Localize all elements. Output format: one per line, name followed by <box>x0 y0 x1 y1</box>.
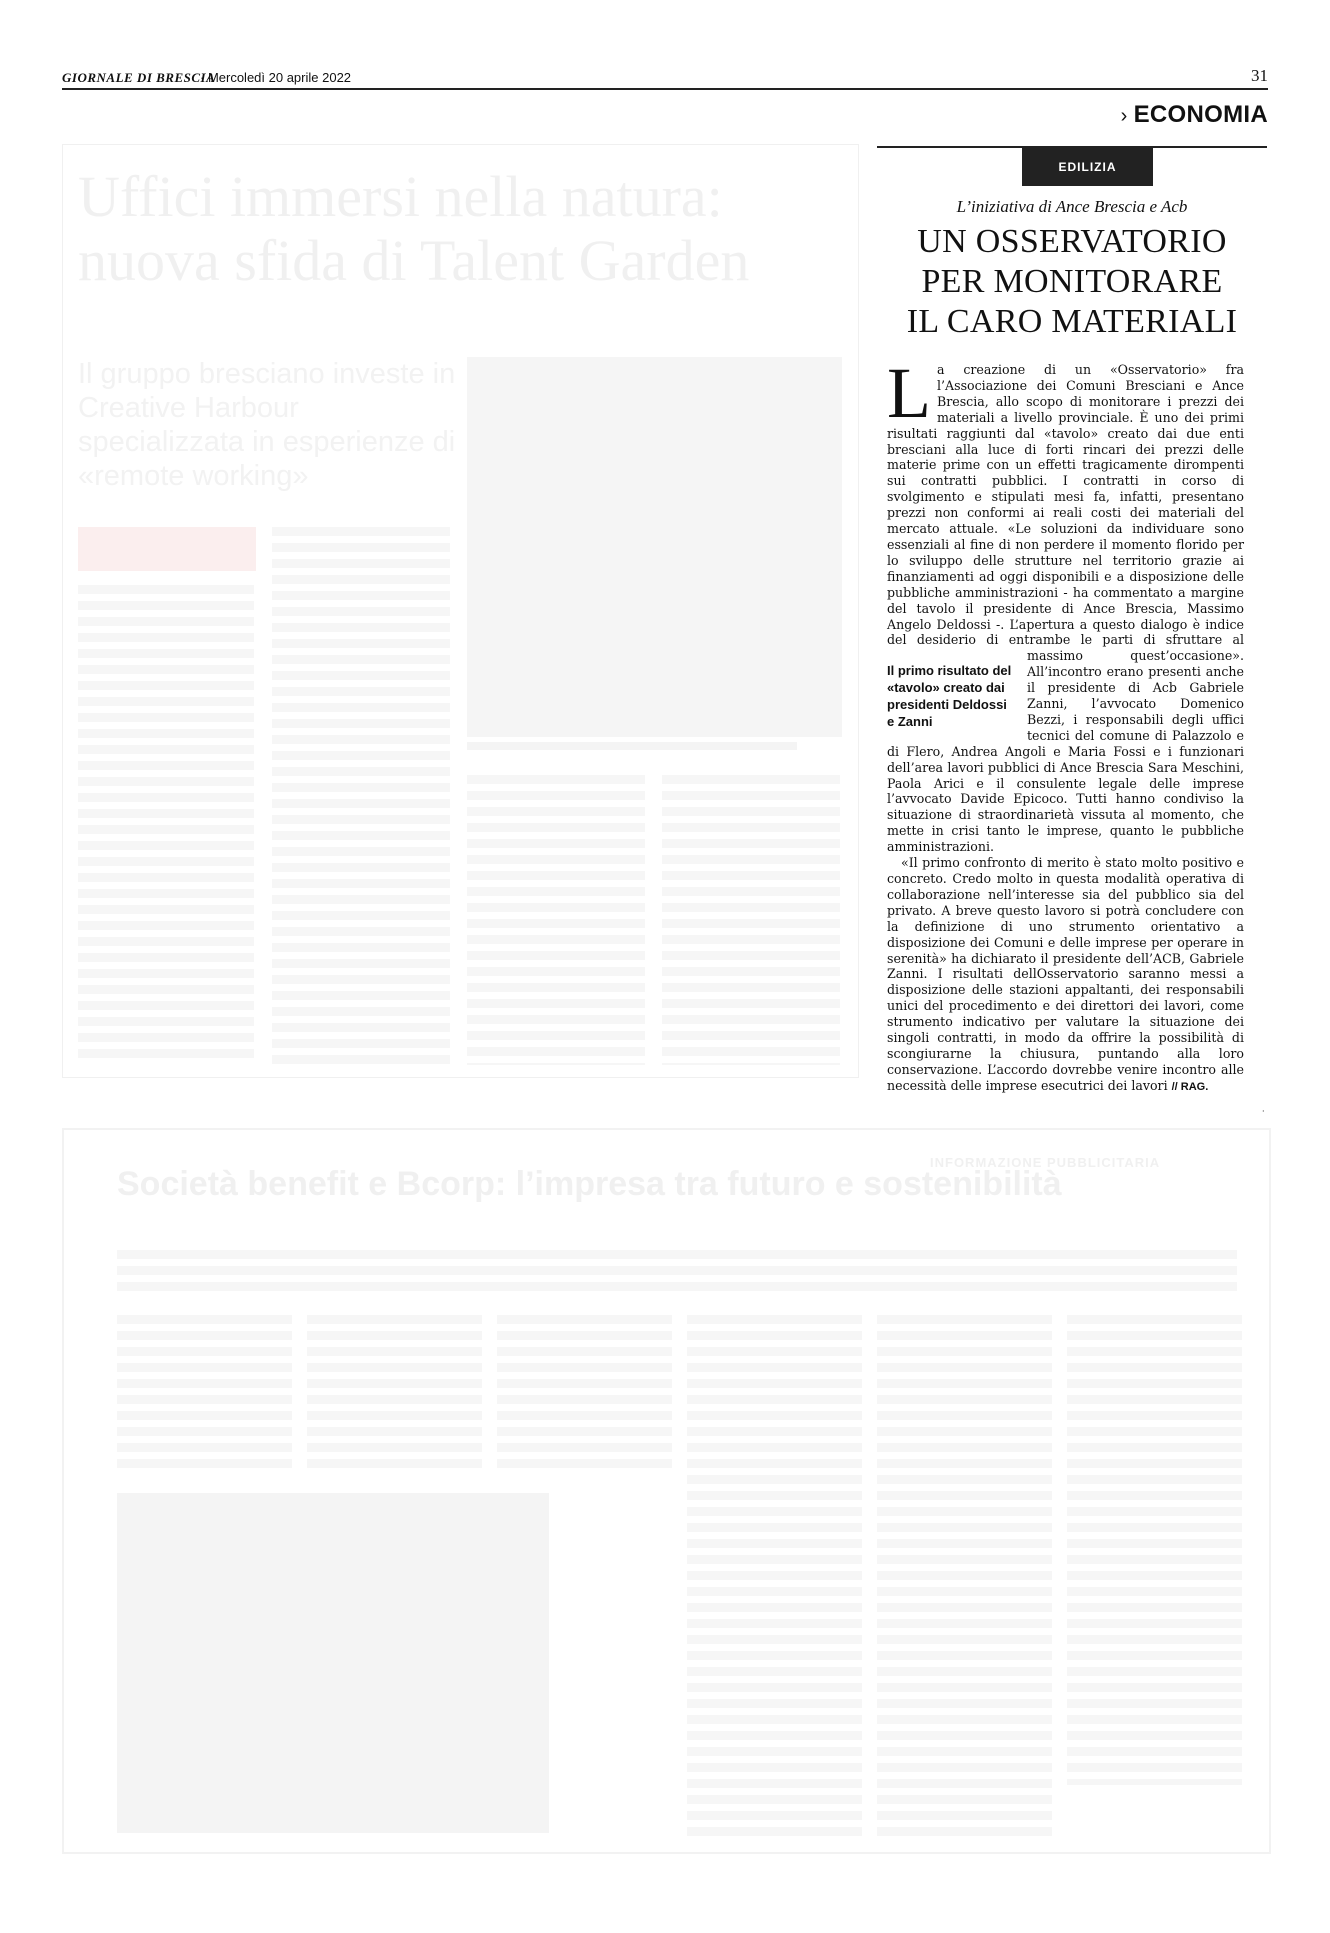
side-pull-note: Il primo risultato del «tavolo» creato dai presidenti Deldossi e Zanni <box>887 663 1012 730</box>
drop-cap: L <box>887 353 931 433</box>
headline-line: UN OSSERVATORIO <box>917 223 1227 260</box>
advert-title: Società benefit e Bcorp: l’impresa tra futuro e sostenibilità <box>117 1165 1062 1203</box>
section-label <box>1121 101 1268 129</box>
advert-lead <box>117 1250 1237 1292</box>
advert-text-column <box>877 1315 1052 1840</box>
article-kicker: EDILIZIA <box>1022 148 1153 186</box>
faded-text-column <box>272 527 450 1067</box>
advert-text-column <box>307 1315 482 1475</box>
faded-text-column <box>78 585 254 1065</box>
faded-article-badge <box>78 527 256 571</box>
article-paragraph: a creazione di un «Osservatorio» fra l’Associazione dei Comuni Bresciani e Ance Brescia, allo scopo di monitorare i prezzi dei materiali a livello provinciale. È uno dei primi risultati raggiunti dal «tavolo» creato dai due enti bresciani alla luce di forti rincari dei prezzi delle materie prime con un effetti tragicamente dirompenti sui contratti pubblici. I contratti in corso di svolgimento e stipulati mesi fa, infatti, presentano prezzi non conformi ai reali costi dei materiali del mercato attuale. «Le soluzioni da individuare sono essenziali al fine di non perdere il momento florido per lo sviluppo delle strutture nel territorio grazie ai finanziamenti ad oggi disponibili e a disposizione delle pubbliche amministrazioni - ha commentato a margine del tavolo il presidente di Ance Brescia, Massimo Angelo Deldossi -. L’apertura a questo dialogo è indice del desiderio di entrambe le parti di Il primo risultato del «tavolo» creato dai presidenti Deldossi e Zanni sfruttare al massimo quest’occasione». All’incontro erano presenti anche il presidente di Acb Gabriele Zanni, l’avvocato Domenico Bezzi, i responsabili degli uffici tecnici del comune di Palazzolo e di Flero, Andrea Angoli e Maria Fossi e i funzionari dell’area lavori pubblici di Ance Brescia Sara Meschini, Paola Arici e il consulente legale delle imprese l’avvocato Davide Epicoco. Tutti hanno condiviso la situazione di straordinarietà vissuta al momento, che mette in crisi tanto le imprese, quanto le pubbliche amministrazioni. <box>887 362 1244 855</box>
end-mark: · <box>1262 1107 1265 1116</box>
issue-date: · Mercoledì 20 aprile 2022 <box>200 70 352 85</box>
faded-text-column <box>662 775 840 1065</box>
article-headline <box>877 222 1267 342</box>
article-paragraph-2 <box>887 855 1244 1096</box>
faded-article-subtitle: Il gruppo bresciano investe in Creative Harbour specializzata in esperienze di «remote working» <box>78 358 456 492</box>
chevron-right-icon: › <box>1120 105 1128 127</box>
advert-text-column <box>687 1315 862 1840</box>
author-signature: // RAG. <box>1171 1080 1209 1093</box>
headline-line: IL CARO MATERIALI <box>906 303 1238 340</box>
faded-article-title: Uffici immersi nella natura: nuova sfida di Talent Garden <box>78 164 750 293</box>
article-paragraph: «Il primo confronto di merito è stato molto positivo e concreto. Credo molto in questa modalità operativa di collaborazione nell’interesse sia del pubblico sia del privato. A breve questo lavoro si potrà concludere con la definizione di uno strumento orientativo a disposizione dei Comuni e delle imprese per operare in serenità» ha dichiarato il presidente dell’ACB, Gabriele Zanni. I risultati dellOsservatorio saranno messi a disposizione delle stazioni appaltanti, dei responsabili unici del procedimento e dei direttori dei lavori, come strumento indicativo per valutare la situazione dei singoli contratti, in modo da offrire la possibilità di scongiurarne la chiusura, puntando alla loro conservazione. L’accordo dovrebbe venire incontro alle necessità delle imprese esecutrici dei lavori <box>887 855 1244 1093</box>
article-body <box>887 353 1244 1096</box>
faded-text-column <box>467 775 645 1065</box>
advert-tag: INFORMAZIONE PUBBLICITARIA <box>930 1155 1161 1170</box>
headline-line: PER MONITORARE <box>921 263 1223 300</box>
page-number: 31 <box>1251 66 1268 85</box>
advert-text-column <box>117 1315 292 1475</box>
masthead-rule <box>62 88 1268 90</box>
advert-text-column <box>497 1315 672 1475</box>
advert-text-column <box>1067 1315 1242 1785</box>
faded-photo-caption <box>467 742 797 750</box>
advert-photo <box>117 1493 549 1833</box>
faded-article-photo <box>467 357 842 737</box>
section-name: ECONOMIA <box>1133 101 1268 128</box>
article-overline: L’iniziativa di Ance Brescia e Acb <box>956 197 1188 216</box>
newspaper-name: GIORNALE DI BRESCIA <box>62 70 216 85</box>
